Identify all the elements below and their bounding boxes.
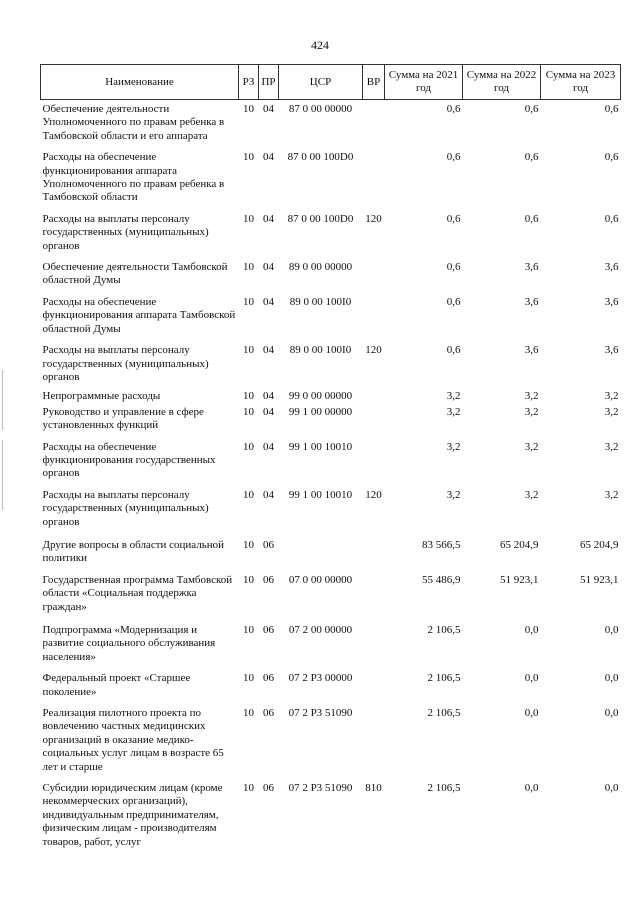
scan-margin-mark <box>2 440 3 510</box>
cell-sum-2023: 3,2 <box>604 488 619 501</box>
cell-csr: 07 2 P3 51090 <box>288 707 353 720</box>
cell-sum-2023: 0,6 <box>604 212 619 225</box>
page-number: 424 <box>311 38 329 52</box>
cell-sum-2021: 3,2 <box>446 390 461 403</box>
cell-vr <box>363 614 385 664</box>
cell-rz: 10 <box>243 488 254 501</box>
cell-csr <box>279 529 363 566</box>
table-row <box>41 614 621 664</box>
cell-pr: 06 <box>263 538 274 551</box>
cell-sum-2021: 3,2 <box>446 488 461 501</box>
table-row <box>41 336 621 384</box>
col-header-csr: ЦСР <box>279 65 363 100</box>
cell-rz: 10 <box>243 573 254 586</box>
cell-name: Государственная программа Тамбовской области «Социальная поддержка граждан» <box>42 573 233 613</box>
cell-name: Субсидии юридическим лицам (кроме некоммерческих организаций), индивидуальным предпринимателям, физическим лицам - производителям товаров, работ, услуг <box>42 782 223 848</box>
table-row <box>41 384 621 403</box>
cell-sum-2022: 51 923,1 <box>500 573 539 586</box>
cell-vr <box>363 404 385 433</box>
table-row <box>41 288 621 336</box>
cell-sum-2021: 0,6 <box>446 103 461 115</box>
cell-rz: 10 <box>243 538 254 551</box>
col-header-pr: ПР <box>259 65 279 100</box>
cell-sum-2021: 0,6 <box>446 212 461 225</box>
cell-pr: 04 <box>263 212 274 225</box>
cell-vr: 810 <box>365 782 382 795</box>
cell-sum-2023: 65 204,9 <box>580 538 619 551</box>
cell-vr <box>363 143 385 205</box>
cell-pr: 06 <box>263 573 274 586</box>
cell-name: Обеспечение деятельности Уполномоченного по правам ребенка в Тамбовской области и его аппарата <box>42 103 225 142</box>
cell-rz: 10 <box>243 440 254 453</box>
cell-sum-2023: 3,2 <box>604 440 619 453</box>
cell-sum-2023: 3,2 <box>604 405 619 418</box>
cell-sum-2023: 3,6 <box>604 295 619 308</box>
cell-rz: 10 <box>243 405 254 418</box>
cell-sum-2022: 0,6 <box>524 151 539 164</box>
cell-pr: 04 <box>263 344 274 357</box>
cell-name: Реализация пилотного проекта по вовлечению частных медицинских организаций в оказание медико-социальных услуг лицам в возрасте 65 лет и старше <box>42 707 224 773</box>
cell-pr: 04 <box>263 488 274 501</box>
cell-pr: 04 <box>263 405 274 418</box>
cell-sum-2022: 3,6 <box>524 344 539 357</box>
budget-table <box>40 64 621 849</box>
cell-sum-2023: 0,6 <box>604 103 619 115</box>
cell-pr: 04 <box>263 440 274 453</box>
cell-vr <box>363 699 385 774</box>
cell-pr: 04 <box>263 151 274 164</box>
cell-sum-2021: 0,6 <box>446 344 461 357</box>
cell-sum-2021: 55 486,9 <box>422 573 461 586</box>
cell-csr: 99 1 00 10010 <box>288 440 353 453</box>
cell-name: Непрограммные расходы <box>42 390 161 403</box>
cell-sum-2022: 3,2 <box>524 488 539 501</box>
cell-vr <box>363 433 385 481</box>
cell-sum-2022: 0,6 <box>524 103 539 115</box>
table-row <box>41 433 621 481</box>
cell-rz: 10 <box>243 344 254 357</box>
cell-sum-2022: 0,0 <box>524 707 539 720</box>
table-header-row <box>41 65 621 100</box>
cell-sum-2023: 0,0 <box>604 782 619 795</box>
cell-sum-2021: 3,2 <box>446 440 461 453</box>
cell-vr <box>363 253 385 288</box>
cell-name: Расходы на выплаты персоналу государственных (муниципальных) органов <box>42 488 209 528</box>
cell-csr: 89 0 00 00000 <box>288 261 353 274</box>
col-header-2021: Сумма на 2021 год <box>385 65 463 100</box>
cell-sum-2021: 0,6 <box>446 151 461 164</box>
cell-name: Расходы на обеспечение функционирования аппарата Уполномоченного по правам ребенка в Тамбовской области <box>42 151 225 204</box>
cell-pr: 06 <box>263 672 274 685</box>
table-row <box>41 529 621 566</box>
cell-rz: 10 <box>243 151 254 164</box>
table-row <box>41 664 621 699</box>
cell-vr <box>363 384 385 403</box>
cell-sum-2022: 0,6 <box>524 212 539 225</box>
cell-rz: 10 <box>243 707 254 720</box>
cell-sum-2021: 2 106,5 <box>427 707 461 720</box>
cell-sum-2023: 3,2 <box>604 390 619 403</box>
cell-sum-2022: 0,0 <box>524 672 539 685</box>
cell-csr: 87 0 00 100D0 <box>287 212 354 225</box>
cell-vr <box>363 529 385 566</box>
cell-sum-2022: 3,2 <box>524 440 539 453</box>
cell-name: Другие вопросы в области социальной политики <box>42 538 225 565</box>
table-body <box>41 100 621 850</box>
table-row <box>41 404 621 433</box>
cell-sum-2022: 3,2 <box>524 405 539 418</box>
cell-sum-2023: 0,0 <box>604 707 619 720</box>
cell-csr: 07 0 00 00000 <box>288 573 353 586</box>
cell-csr: 89 0 00 100I0 <box>289 344 352 357</box>
cell-sum-2022: 3,2 <box>524 390 539 403</box>
cell-name: Расходы на обеспечение функционирования государственных органов <box>42 440 216 480</box>
cell-sum-2021: 2 106,5 <box>427 782 461 795</box>
table-row <box>41 699 621 774</box>
cell-sum-2023: 51 923,1 <box>580 573 619 586</box>
cell-vr <box>363 566 385 614</box>
cell-sum-2021: 2 106,5 <box>427 624 461 636</box>
cell-csr: 07 2 P3 51090 <box>288 782 353 795</box>
cell-csr: 87 0 00 00000 <box>288 103 353 115</box>
cell-sum-2023: 0,6 <box>604 151 619 164</box>
cell-sum-2021: 0,6 <box>446 261 461 274</box>
cell-csr: 07 2 P3 00000 <box>288 672 353 685</box>
cell-pr: 06 <box>263 624 274 636</box>
cell-csr: 99 0 00 00000 <box>288 390 353 403</box>
col-header-rz: РЗ <box>239 65 259 100</box>
cell-sum-2023: 3,6 <box>604 261 619 274</box>
cell-name: Федеральный проект «Старшее поколение» <box>42 672 191 698</box>
cell-rz: 10 <box>243 261 254 274</box>
cell-rz: 10 <box>243 103 254 115</box>
table-row <box>41 774 621 849</box>
cell-vr: 120 <box>365 344 382 357</box>
col-header-name: Наименование <box>41 65 239 100</box>
cell-pr: 04 <box>263 390 274 403</box>
cell-vr: 120 <box>365 488 382 501</box>
cell-sum-2023: 0,0 <box>604 672 619 685</box>
cell-vr <box>363 100 385 144</box>
col-header-2023: Сумма на 2023 год <box>541 65 621 100</box>
cell-rz: 10 <box>243 624 254 636</box>
cell-csr: 07 2 00 00000 <box>288 624 353 636</box>
cell-vr: 120 <box>365 212 382 225</box>
table-row <box>41 143 621 205</box>
cell-pr: 04 <box>263 261 274 274</box>
cell-name: Расходы на выплаты персоналу государственных (муниципальных) органов <box>42 212 209 252</box>
cell-sum-2021: 0,6 <box>446 295 461 308</box>
table-row <box>41 481 621 529</box>
cell-pr: 06 <box>263 707 274 720</box>
table-row <box>41 253 621 288</box>
col-header-vr: ВР <box>363 65 385 100</box>
cell-vr <box>363 664 385 699</box>
cell-sum-2022: 65 204,9 <box>500 538 539 551</box>
cell-sum-2023: 3,6 <box>604 344 619 357</box>
cell-name: Руководство и управление в сфере установленных функций <box>42 405 204 432</box>
cell-csr: 89 0 00 100I0 <box>289 295 352 308</box>
cell-rz: 10 <box>243 390 254 403</box>
cell-sum-2021: 2 106,5 <box>427 672 461 685</box>
cell-sum-2022: 0,0 <box>524 782 539 795</box>
cell-sum-2021: 83 566,5 <box>422 538 461 551</box>
col-header-2022: Сумма на 2022 год <box>463 65 541 100</box>
cell-vr <box>363 288 385 336</box>
cell-pr: 06 <box>263 782 274 795</box>
cell-name: Подпрограмма «Модернизация и развитие социального обслуживания населения» <box>42 624 216 663</box>
cell-sum-2021: 3,2 <box>446 405 461 418</box>
cell-rz: 10 <box>243 212 254 225</box>
cell-sum-2022: 3,6 <box>524 295 539 308</box>
cell-name: Расходы на выплаты персоналу государственных (муниципальных) органов <box>42 344 209 383</box>
cell-sum-2022: 3,6 <box>524 261 539 274</box>
cell-rz: 10 <box>243 782 254 795</box>
cell-csr: 87 0 00 100D0 <box>287 151 354 164</box>
cell-pr: 04 <box>263 295 274 308</box>
cell-rz: 10 <box>243 295 254 308</box>
table-row <box>41 566 621 614</box>
cell-sum-2023: 0,0 <box>604 624 619 636</box>
cell-name: Обеспечение деятельности Тамбовской областной Думы <box>42 261 228 287</box>
table-row <box>41 205 621 253</box>
cell-rz: 10 <box>243 672 254 685</box>
table-row <box>41 100 621 144</box>
cell-csr: 99 1 00 10010 <box>288 488 353 501</box>
scan-margin-mark <box>2 370 3 430</box>
cell-pr: 04 <box>263 103 274 115</box>
cell-csr: 99 1 00 00000 <box>288 405 353 418</box>
cell-name: Расходы на обеспечение функционирования аппарата Тамбовской областной Думы <box>42 295 236 335</box>
cell-sum-2022: 0,0 <box>524 624 539 636</box>
